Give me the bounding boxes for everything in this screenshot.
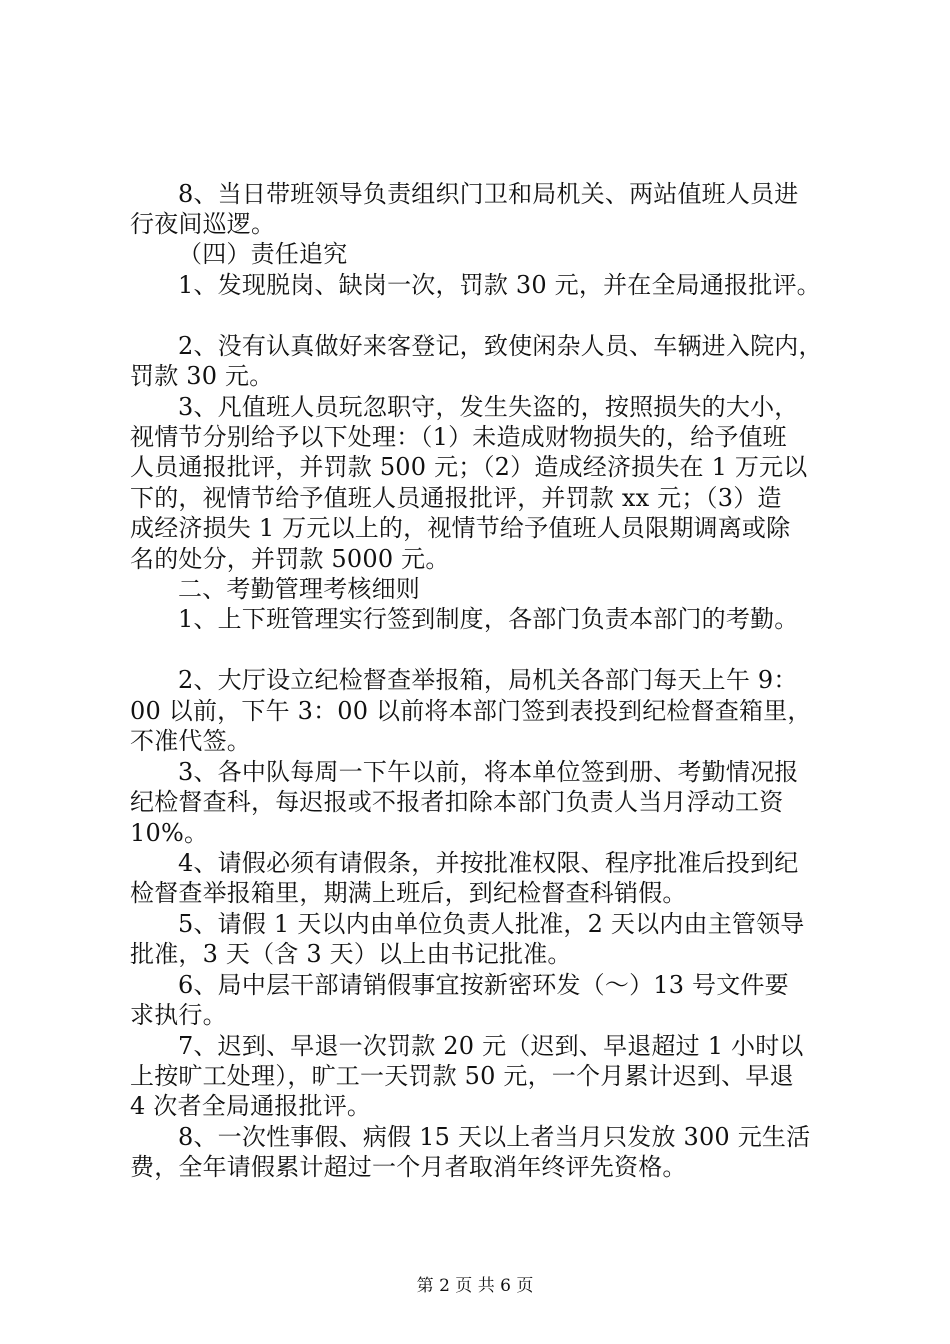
- text-line: 3、各中队每周一下午以前，将本单位签到册、考勤情况报: [178, 758, 799, 786]
- text-line: 行夜间巡逻。: [130, 210, 276, 238]
- text-line: 批准，3 天（含 3 天）以上由书记批准。: [130, 940, 572, 968]
- text-line: 不准代签。: [130, 727, 251, 755]
- text-line: 4、请假必须有请假条，并按批准权限、程序批准后投到纪: [178, 849, 799, 877]
- section-heading: （四）责任追究: [178, 240, 348, 268]
- text-line: 视情节分别给予以下处理：（1）未造成财物损失的，给予值班: [130, 423, 787, 451]
- text-line: 1、上下班管理实行签到制度，各部门负责本部门的考勤。: [178, 605, 799, 633]
- text-line: 检督查举报箱里，期满上班后，到纪检督查科销假。: [130, 879, 687, 907]
- text-line: 求执行。: [130, 1001, 227, 1029]
- text-line: 3、凡值班人员玩忽职守，发生失盗的，按照损失的大小，: [178, 393, 799, 421]
- text-line: 下的，视情节给予值班人员通报批评，并罚款 xx 元；（3）造: [130, 484, 782, 512]
- text-line: 1、发现脱岗、缺岗一次，罚款 30 元，并在全局通报批评。: [178, 271, 821, 299]
- text-line: 4 次者全局通报批评。: [130, 1092, 372, 1120]
- text-line: 00 以前，下午 3：00 以前将本部门签到表投到纪检督查箱里，: [130, 697, 812, 725]
- text-line: 费，全年请假累计超过一个月者取消年终评先资格。: [130, 1153, 687, 1181]
- text-line: 10%。: [130, 819, 209, 847]
- page-footer: 第 2 页 共 6 页: [416, 1276, 534, 1296]
- text-line: 8、一次性事假、病假 15 天以上者当月只发放 300 元生活: [178, 1123, 811, 1151]
- text-line: 人员通报批评，并罚款 500 元；（2）造成经济损失在 1 万元以: [130, 453, 808, 481]
- text-line: 纪检督查科，每迟报或不报者扣除本部门负责人当月浮动工资: [130, 788, 784, 816]
- text-line: 6、局中层干部请销假事宜按新密环发（～）13 号文件要: [178, 971, 789, 999]
- text-line: 上按旷工处理），旷工一天罚款 50 元，一个月累计迟到、早退: [130, 1062, 794, 1090]
- section-heading: 二、考勤管理考核细则: [178, 575, 420, 603]
- text-line: 5、请假 1 天以内由单位负责人批准，2 天以内由主管领导: [178, 910, 805, 938]
- text-line: 2、大厅设立纪检督查举报箱，局机关各部门每天上午 9：: [178, 666, 798, 694]
- text-line: 罚款 30 元。: [130, 362, 274, 390]
- text-line: 8、当日带班领导负责组织门卫和局机关、两站值班人员进: [178, 180, 799, 208]
- text-line: 名的处分，并罚款 5000 元。: [130, 545, 450, 573]
- text-line: 2、没有认真做好来客登记，致使闲杂人员、车辆进入院内，: [178, 332, 823, 360]
- text-line: 成经济损失 1 万元以上的，视情节给予值班人员限期调离或除: [130, 514, 791, 542]
- text-line: 7、迟到、早退一次罚款 20 元（迟到、早退超过 1 小时以: [178, 1032, 804, 1060]
